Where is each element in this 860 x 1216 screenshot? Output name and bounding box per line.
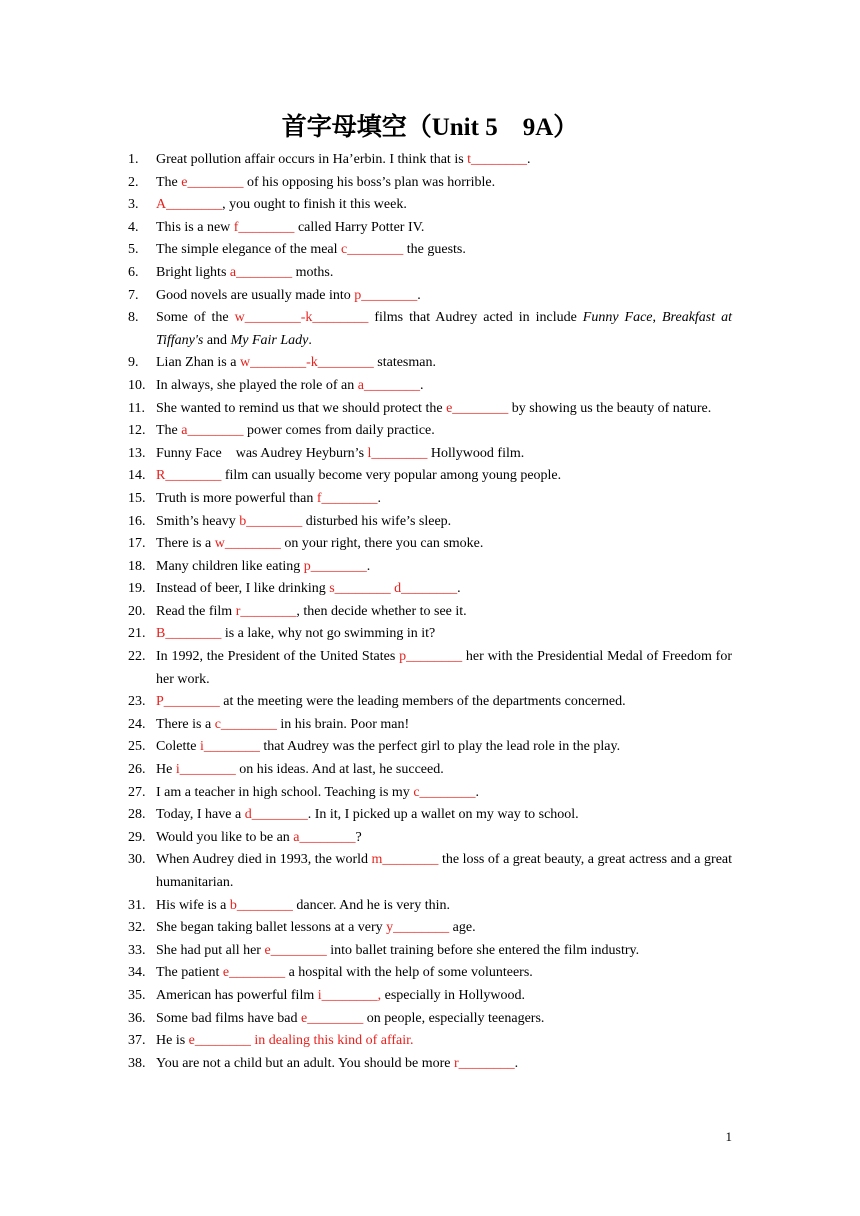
text-segment: her with the Presidential Medal of Freedom for her work.	[156, 649, 732, 687]
text-segment: age.	[449, 920, 476, 936]
text-segment: into ballet training before she entered the film industry.	[326, 942, 640, 958]
item-text	[156, 488, 732, 511]
text-segment: Good novels are usually made into	[156, 287, 355, 303]
text-segment: film can usually become very popular among young people.	[221, 468, 562, 484]
item-number: 15.	[128, 490, 146, 506]
text-segment: films that Audrey acted in include	[368, 310, 583, 326]
list-item	[128, 895, 732, 918]
list-item	[128, 443, 732, 466]
blank-hint: s________ d________	[329, 581, 458, 597]
item-text	[156, 239, 732, 262]
blank-hint: e________ in dealing this kind of affair.	[188, 1033, 414, 1049]
blank-hint: A________	[156, 197, 223, 213]
list-item	[128, 940, 732, 963]
text-segment: Funny Face was Audrey Heyburn’s	[156, 445, 368, 461]
text-segment: The patient	[156, 965, 223, 981]
blank-hint: P________	[156, 694, 220, 710]
item-text	[156, 149, 732, 172]
blank-hint: R________	[156, 468, 222, 484]
blank-hint: a________	[181, 423, 244, 439]
text-segment: ?	[355, 829, 362, 845]
text-segment: The	[156, 423, 182, 439]
text-segment: power comes from daily practice.	[243, 423, 435, 439]
blank-hint: e________	[301, 1010, 364, 1026]
text-segment: in his brain. Poor man!	[276, 716, 410, 732]
item-text	[156, 804, 732, 827]
text-segment: Some of the	[156, 310, 235, 326]
text-segment: disturbed his wife’s sleep.	[302, 513, 452, 529]
blank-hint: y________	[386, 920, 450, 936]
text-segment: Instead of beer, I like drinking	[156, 581, 330, 597]
list-item	[128, 849, 732, 894]
blank-hint: c________	[214, 716, 277, 732]
item-number: 22.	[128, 649, 146, 665]
list-item	[128, 759, 732, 782]
text-segment: She began taking ballet lessons at a very	[156, 920, 387, 936]
blank-hint: w________	[214, 536, 281, 552]
text-segment: Colette	[156, 739, 200, 755]
list-item	[128, 646, 732, 691]
item-number: 4.	[128, 219, 139, 235]
item-number: 13.	[128, 445, 146, 461]
text-segment: There is a	[156, 536, 215, 552]
text-segment: .	[457, 581, 461, 597]
text-segment: moths.	[292, 264, 334, 280]
item-text	[156, 691, 732, 714]
text-segment: that Audrey was the perfect girl to play the lead role in the play.	[259, 739, 621, 755]
blank-hint: i________,	[317, 987, 382, 1003]
item-text	[156, 375, 732, 398]
list-item	[128, 736, 732, 759]
list-item	[128, 307, 732, 352]
blank-hint: f________	[233, 219, 295, 235]
list-item	[128, 172, 732, 195]
item-number: 8.	[128, 310, 139, 326]
text-segment: The simple elegance of the meal	[156, 242, 342, 258]
blank-hint: p________	[354, 287, 418, 303]
blank-hint: f________	[316, 490, 378, 506]
text-segment: .	[366, 558, 371, 574]
text-segment: by showing us the beauty of nature.	[508, 400, 712, 416]
text-segment: American has powerful film	[156, 987, 318, 1003]
list-item	[128, 285, 732, 308]
blank-hint: p________	[399, 649, 463, 665]
item-text	[156, 1008, 732, 1031]
blank-hint: e________	[222, 965, 286, 981]
item-text	[156, 1030, 732, 1053]
list-item	[128, 827, 732, 850]
item-number: 2.	[128, 174, 139, 190]
list-item	[128, 533, 732, 556]
blank-hint: c________	[413, 784, 476, 800]
blank-hint: r________	[235, 603, 297, 619]
list-item	[128, 1053, 732, 1076]
text-segment: on your right, there you can smoke.	[280, 536, 484, 552]
item-text	[156, 782, 732, 805]
list-item	[128, 691, 732, 714]
text-segment: of his opposing his boss’s plan was horrible.	[243, 174, 496, 190]
item-number: 33.	[128, 942, 146, 958]
text-segment: The	[156, 174, 182, 190]
item-number: 25.	[128, 739, 146, 755]
item-text	[156, 352, 732, 375]
text-segment: the loss of a great beauty, a great actress and a great humanitarian.	[156, 852, 733, 890]
item-number: 28.	[128, 807, 146, 823]
text-segment: .	[527, 152, 531, 167]
text-segment: ,	[652, 310, 662, 326]
item-text	[156, 194, 732, 217]
item-text	[156, 172, 732, 195]
list-item	[128, 782, 732, 805]
list-item	[128, 352, 732, 375]
item-number: 1.	[128, 152, 139, 167]
text-segment: Smith’s heavy	[156, 513, 240, 529]
item-text	[156, 736, 732, 759]
item-text	[156, 217, 732, 240]
blank-hint: i________	[199, 739, 260, 755]
text-segment: Lian Zhan is a	[156, 355, 240, 371]
list-item	[128, 239, 732, 262]
text-segment: especially in Hollywood.	[381, 987, 525, 1003]
text-segment: Hollywood film.	[427, 445, 525, 461]
item-text	[156, 533, 732, 556]
blank-hint: a________	[293, 829, 356, 845]
item-text	[156, 849, 732, 894]
blank-hint: i________	[175, 762, 236, 778]
item-number: 12.	[128, 423, 146, 439]
item-number: 5.	[128, 242, 139, 258]
text-segment: , then decide whether to see it.	[296, 603, 467, 619]
item-number: 24.	[128, 716, 146, 732]
list-item	[128, 917, 732, 940]
item-text	[156, 420, 732, 443]
blank-hint: p________	[303, 558, 367, 574]
item-text	[156, 962, 732, 985]
item-number: 9.	[128, 355, 139, 371]
list-item	[128, 578, 732, 601]
item-number: 21.	[128, 626, 146, 642]
item-number: 23.	[128, 694, 146, 710]
list-item	[128, 623, 732, 646]
text-segment: Breakfast at Tiffany's	[156, 310, 732, 348]
list-item	[128, 488, 732, 511]
blank-hint: b________	[229, 897, 293, 913]
text-segment: .	[308, 332, 312, 348]
text-segment: and	[203, 332, 231, 348]
text-segment: In 1992, the President of the United States	[156, 649, 400, 665]
list-item	[128, 714, 732, 737]
item-number: 34.	[128, 965, 146, 981]
item-text	[156, 511, 732, 534]
text-segment: Some bad films have bad	[156, 1010, 302, 1026]
page-title: 首字母填空（Unit 5 9A）	[281, 114, 579, 141]
text-segment: Funny Face	[582, 310, 653, 326]
item-number: 29.	[128, 829, 146, 845]
item-number: 19.	[128, 581, 146, 597]
item-number: 30.	[128, 852, 146, 868]
list-item	[128, 556, 732, 579]
text-segment: Great pollution affair occurs in Ha’erbin. I think that is	[156, 152, 468, 167]
text-segment: called Harry Potter IV.	[294, 219, 425, 235]
text-segment: at the meeting were the leading members of the departments concerned.	[219, 694, 626, 710]
item-number: 16.	[128, 513, 146, 529]
list-item	[128, 465, 732, 488]
blank-hint: w________-k________	[234, 310, 369, 326]
text-segment: . In it, I picked up a wallet on my way to school.	[307, 807, 579, 823]
text-segment: This is a new	[156, 219, 234, 235]
item-number: 11.	[128, 400, 145, 416]
item-number: 6.	[128, 264, 139, 280]
text-segment: Read the film	[156, 603, 236, 619]
item-text	[156, 307, 732, 352]
text-segment: Many children like eating	[156, 558, 304, 574]
blank-hint: r________	[454, 1055, 515, 1071]
item-number: 17.	[128, 536, 146, 552]
text-segment: dancer. And he is very thin.	[292, 897, 450, 913]
text-segment: statesman.	[373, 355, 436, 371]
item-number: 3.	[128, 197, 139, 213]
blank-hint: l________	[367, 445, 428, 461]
blank-hint: t________	[467, 152, 528, 167]
text-segment: , you ought to finish it this week.	[222, 197, 407, 213]
blank-hint: w________-k________	[239, 355, 374, 371]
item-text	[156, 601, 732, 624]
text-segment: Today, I have a	[156, 807, 245, 823]
item-text	[156, 398, 732, 421]
text-segment: a hospital with the help of some volunteers.	[285, 965, 533, 981]
text-segment: .	[419, 377, 424, 393]
item-number: 31.	[128, 897, 146, 913]
item-text	[156, 895, 732, 918]
text-segment: .	[377, 490, 382, 506]
list-item	[128, 420, 732, 443]
item-number: 36.	[128, 1010, 146, 1026]
text-segment: .	[514, 1055, 519, 1071]
text-segment: When Audrey died in 1993, the world	[156, 852, 372, 868]
text-segment: is a lake, why not go swimming in it?	[221, 626, 436, 642]
list-item	[128, 1008, 732, 1031]
item-text	[156, 443, 732, 466]
item-number: 20.	[128, 603, 146, 619]
item-text	[156, 578, 732, 601]
item-text	[156, 646, 732, 691]
item-text	[156, 623, 732, 646]
text-segment: on his ideas. And at last, he succeed.	[235, 762, 444, 778]
item-number: 27.	[128, 784, 146, 800]
item-number: 35.	[128, 987, 146, 1003]
text-segment: the guests.	[403, 242, 466, 258]
blank-hint: a________	[229, 264, 293, 280]
blank-hint: B________	[156, 626, 222, 642]
text-segment: She wanted to remind us that we should protect the	[156, 400, 447, 416]
item-text	[156, 285, 732, 308]
list-item	[128, 149, 732, 172]
text-segment: He	[156, 762, 176, 778]
text-segment: My Fair Lady	[230, 332, 309, 348]
list-item	[128, 804, 732, 827]
page-number: 1	[725, 1129, 732, 1144]
blank-hint: e________	[181, 174, 244, 190]
item-text	[156, 985, 732, 1008]
item-text	[156, 262, 732, 285]
blank-hint: d________	[244, 807, 308, 823]
list-item	[128, 375, 732, 398]
text-segment: In always, she played the role of an	[156, 377, 358, 393]
item-text	[156, 917, 732, 940]
text-segment: His wife is a	[156, 897, 230, 913]
item-text	[156, 465, 732, 488]
blank-hint: a________	[357, 377, 420, 393]
text-segment: on people, especially teenagers.	[363, 1010, 545, 1026]
item-text	[156, 1053, 732, 1076]
blank-hint: c________	[341, 242, 404, 258]
item-number: 14.	[128, 468, 146, 484]
item-text	[156, 827, 732, 850]
list-item	[128, 601, 732, 624]
text-segment: There is a	[156, 716, 215, 732]
question-list	[128, 149, 732, 1075]
item-number: 26.	[128, 762, 146, 778]
blank-hint: e________	[446, 400, 509, 416]
item-number: 37.	[128, 1033, 146, 1049]
blank-hint: e________	[264, 942, 327, 958]
item-number: 7.	[128, 287, 139, 303]
list-item	[128, 194, 732, 217]
list-item	[128, 398, 732, 421]
blank-hint: m________	[371, 852, 439, 868]
text-segment: .	[417, 287, 421, 303]
item-number: 32.	[128, 920, 146, 936]
blank-hint: b________	[239, 513, 303, 529]
list-item	[128, 217, 732, 240]
text-segment: Would you like to be an	[156, 829, 294, 845]
list-item	[128, 1030, 732, 1053]
text-segment: Bright lights	[156, 264, 230, 280]
item-number: 10.	[128, 377, 146, 393]
list-item	[128, 262, 732, 285]
text-segment: You are not a child but an adult. You should be more	[156, 1055, 454, 1071]
item-text	[156, 940, 732, 963]
item-text	[156, 714, 732, 737]
text-segment: I am a teacher in high school. Teaching is my	[156, 784, 414, 800]
list-item	[128, 962, 732, 985]
item-number: 18.	[128, 558, 146, 574]
text-segment: Truth is more powerful than	[156, 490, 317, 506]
item-text	[156, 556, 732, 579]
text-segment: He is	[156, 1033, 189, 1049]
item-number: 38.	[128, 1055, 146, 1071]
list-item	[128, 985, 732, 1008]
item-text	[156, 759, 732, 782]
text-segment: .	[475, 784, 480, 800]
list-item	[128, 511, 732, 534]
text-segment: She had put all her	[156, 942, 265, 958]
